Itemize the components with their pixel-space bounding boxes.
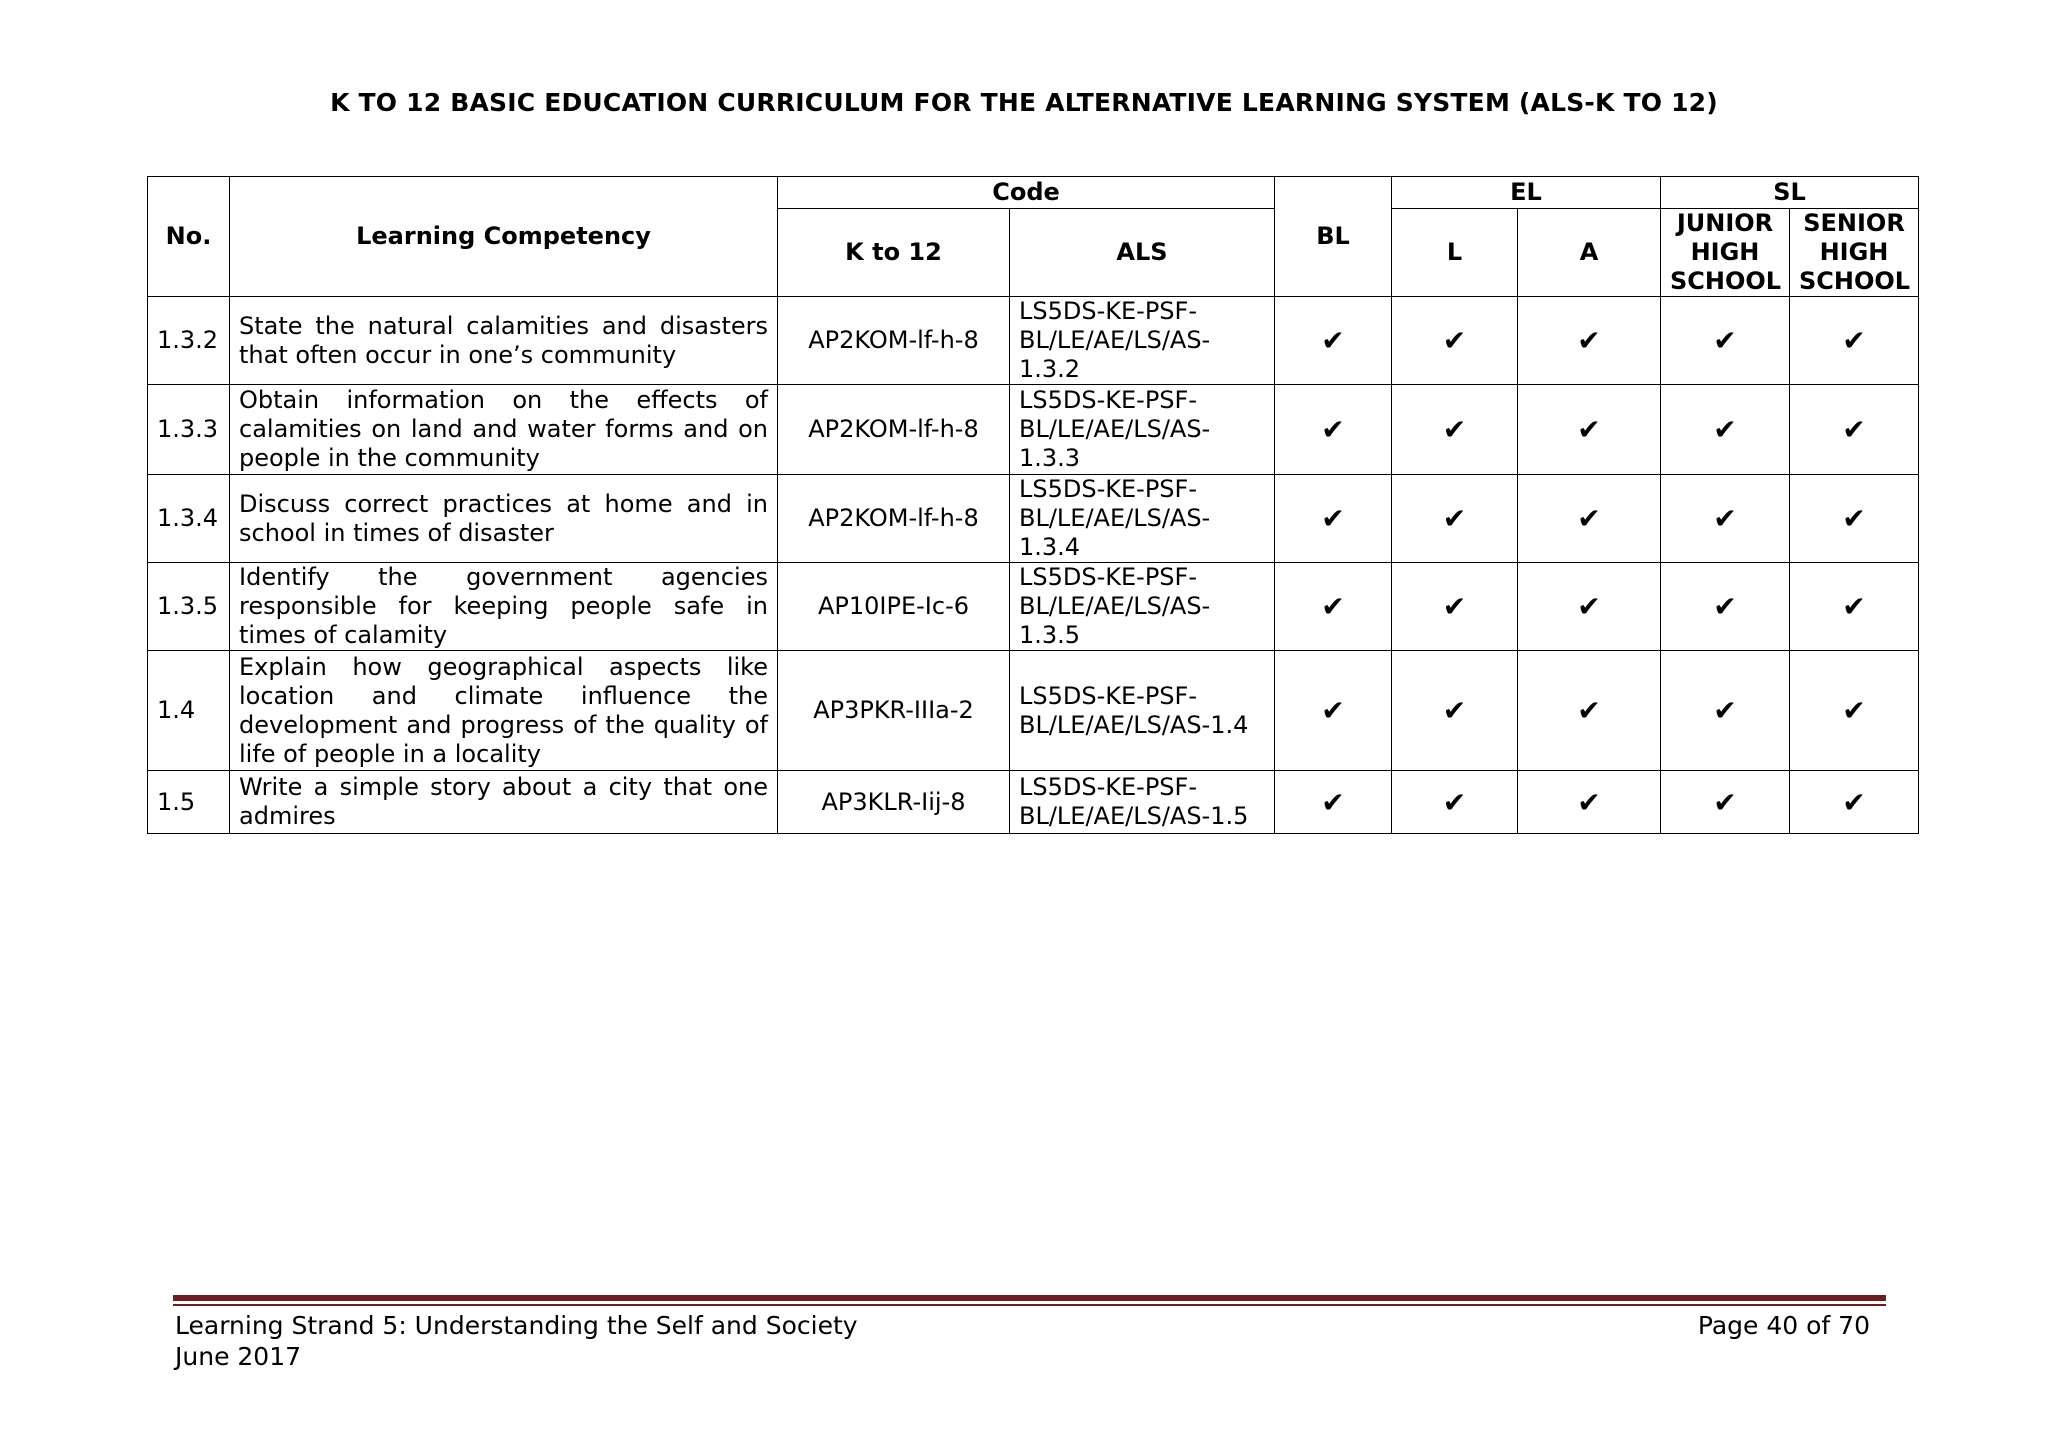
row-competency: Obtain information on the effects of calamities on land and water forms and on people in the community [230, 385, 778, 475]
check-el-a-icon: ✔ [1518, 563, 1661, 651]
check-el-a-icon: ✔ [1518, 771, 1661, 834]
check-el-a-icon: ✔ [1518, 297, 1661, 385]
row-als-code: LS5DS-KE-PSF-BL/LE/AE/LS/AS-1.5 [1010, 771, 1275, 834]
row-als-code: LS5DS-KE-PSF-BL/LE/AE/LS/AS-1.3.3 [1010, 385, 1275, 475]
row-number: 1.4 [148, 651, 230, 771]
row-number: 1.3.3 [148, 385, 230, 475]
check-el-a-icon: ✔ [1518, 475, 1661, 563]
check-bl-icon: ✔ [1275, 563, 1392, 651]
header-als: ALS [1010, 209, 1275, 297]
table-row [148, 771, 1919, 834]
row-competency: Write a simple story about a city that one admires [230, 771, 778, 834]
check-sl-junior-icon: ✔ [1661, 563, 1790, 651]
header-el: EL [1392, 177, 1661, 209]
header-bl: BL [1275, 177, 1392, 297]
header-learning-competency: Learning Competency [230, 177, 778, 297]
footer-strand: Learning Strand 5: Understanding the Self and Society [175, 1311, 858, 1340]
check-bl-icon: ✔ [1275, 385, 1392, 475]
header-junior-high-school: JUNIOR HIGH SCHOOL [1661, 209, 1790, 297]
footer-rule-thick [173, 1295, 1886, 1301]
table-row [148, 563, 1919, 651]
check-bl-icon: ✔ [1275, 771, 1392, 834]
row-k12-code: AP3KLR-Iij-8 [778, 771, 1010, 834]
check-el-l-icon: ✔ [1392, 563, 1518, 651]
check-sl-senior-icon: ✔ [1790, 475, 1919, 563]
header-no: No. [148, 177, 230, 297]
header-sl: SL [1661, 177, 1919, 209]
check-sl-senior-icon: ✔ [1790, 771, 1919, 834]
table-row [148, 651, 1919, 771]
row-als-code: LS5DS-KE-PSF-BL/LE/AE/LS/AS-1.3.4 [1010, 475, 1275, 563]
footer-date: June 2017 [175, 1342, 302, 1371]
page-title: K TO 12 BASIC EDUCATION CURRICULUM FOR THE ALTERNATIVE LEARNING SYSTEM (ALS-K TO 12) [330, 88, 1718, 117]
row-als-code: LS5DS-KE-PSF-BL/LE/AE/LS/AS-1.3.2 [1010, 297, 1275, 385]
check-el-l-icon: ✔ [1392, 385, 1518, 475]
row-als-code: LS5DS-KE-PSF-BL/LE/AE/LS/AS-1.4 [1010, 651, 1275, 771]
header-k-to-12: K to 12 [778, 209, 1010, 297]
curriculum-table [147, 176, 1919, 834]
check-bl-icon: ✔ [1275, 475, 1392, 563]
row-number: 1.3.2 [148, 297, 230, 385]
row-k12-code: AP2KOM-lf-h-8 [778, 385, 1010, 475]
table-body [148, 297, 1919, 834]
header-senior-high-school: SENIOR HIGH SCHOOL [1790, 209, 1919, 297]
row-competency: Explain how geographical aspects like location and climate influence the development and progress of the quality of life of people in a locality [230, 651, 778, 771]
table-row [148, 475, 1919, 563]
row-competency: Discuss correct practices at home and in school in times of disaster [230, 475, 778, 563]
row-k12-code: AP2KOM-lf-h-8 [778, 297, 1010, 385]
check-sl-junior-icon: ✔ [1661, 297, 1790, 385]
check-sl-junior-icon: ✔ [1661, 771, 1790, 834]
check-el-l-icon: ✔ [1392, 475, 1518, 563]
table-row [148, 297, 1919, 385]
row-competency: Identify the government agencies responsible for keeping people safe in times of calamity [230, 563, 778, 651]
footer-left [175, 1310, 858, 1372]
row-als-code: LS5DS-KE-PSF-BL/LE/AE/LS/AS-1.3.5 [1010, 563, 1275, 651]
check-sl-senior-icon: ✔ [1790, 385, 1919, 475]
check-sl-senior-icon: ✔ [1790, 651, 1919, 771]
check-el-l-icon: ✔ [1392, 297, 1518, 385]
row-k12-code: AP3PKR-IIIa-2 [778, 651, 1010, 771]
check-sl-junior-icon: ✔ [1661, 651, 1790, 771]
check-bl-icon: ✔ [1275, 297, 1392, 385]
row-k12-code: AP2KOM-lf-h-8 [778, 475, 1010, 563]
check-sl-senior-icon: ✔ [1790, 297, 1919, 385]
check-el-a-icon: ✔ [1518, 385, 1661, 475]
row-number: 1.5 [148, 771, 230, 834]
footer-rule-thin [173, 1304, 1886, 1306]
header-el-a: A [1518, 209, 1661, 297]
check-el-l-icon: ✔ [1392, 651, 1518, 771]
header-el-l: L [1392, 209, 1518, 297]
table-row [148, 385, 1919, 475]
check-sl-senior-icon: ✔ [1790, 563, 1919, 651]
row-number: 1.3.4 [148, 475, 230, 563]
footer-rule [173, 1295, 1886, 1306]
header-code: Code [778, 177, 1275, 209]
row-k12-code: AP10IPE-Ic-6 [778, 563, 1010, 651]
check-bl-icon: ✔ [1275, 651, 1392, 771]
check-sl-junior-icon: ✔ [1661, 385, 1790, 475]
footer-page-number: Page 40 of 70 [1697, 1311, 1870, 1340]
check-el-l-icon: ✔ [1392, 771, 1518, 834]
row-number: 1.3.5 [148, 563, 230, 651]
row-competency: State the natural calamities and disasters that often occur in one’s community [230, 297, 778, 385]
check-el-a-icon: ✔ [1518, 651, 1661, 771]
check-sl-junior-icon: ✔ [1661, 475, 1790, 563]
